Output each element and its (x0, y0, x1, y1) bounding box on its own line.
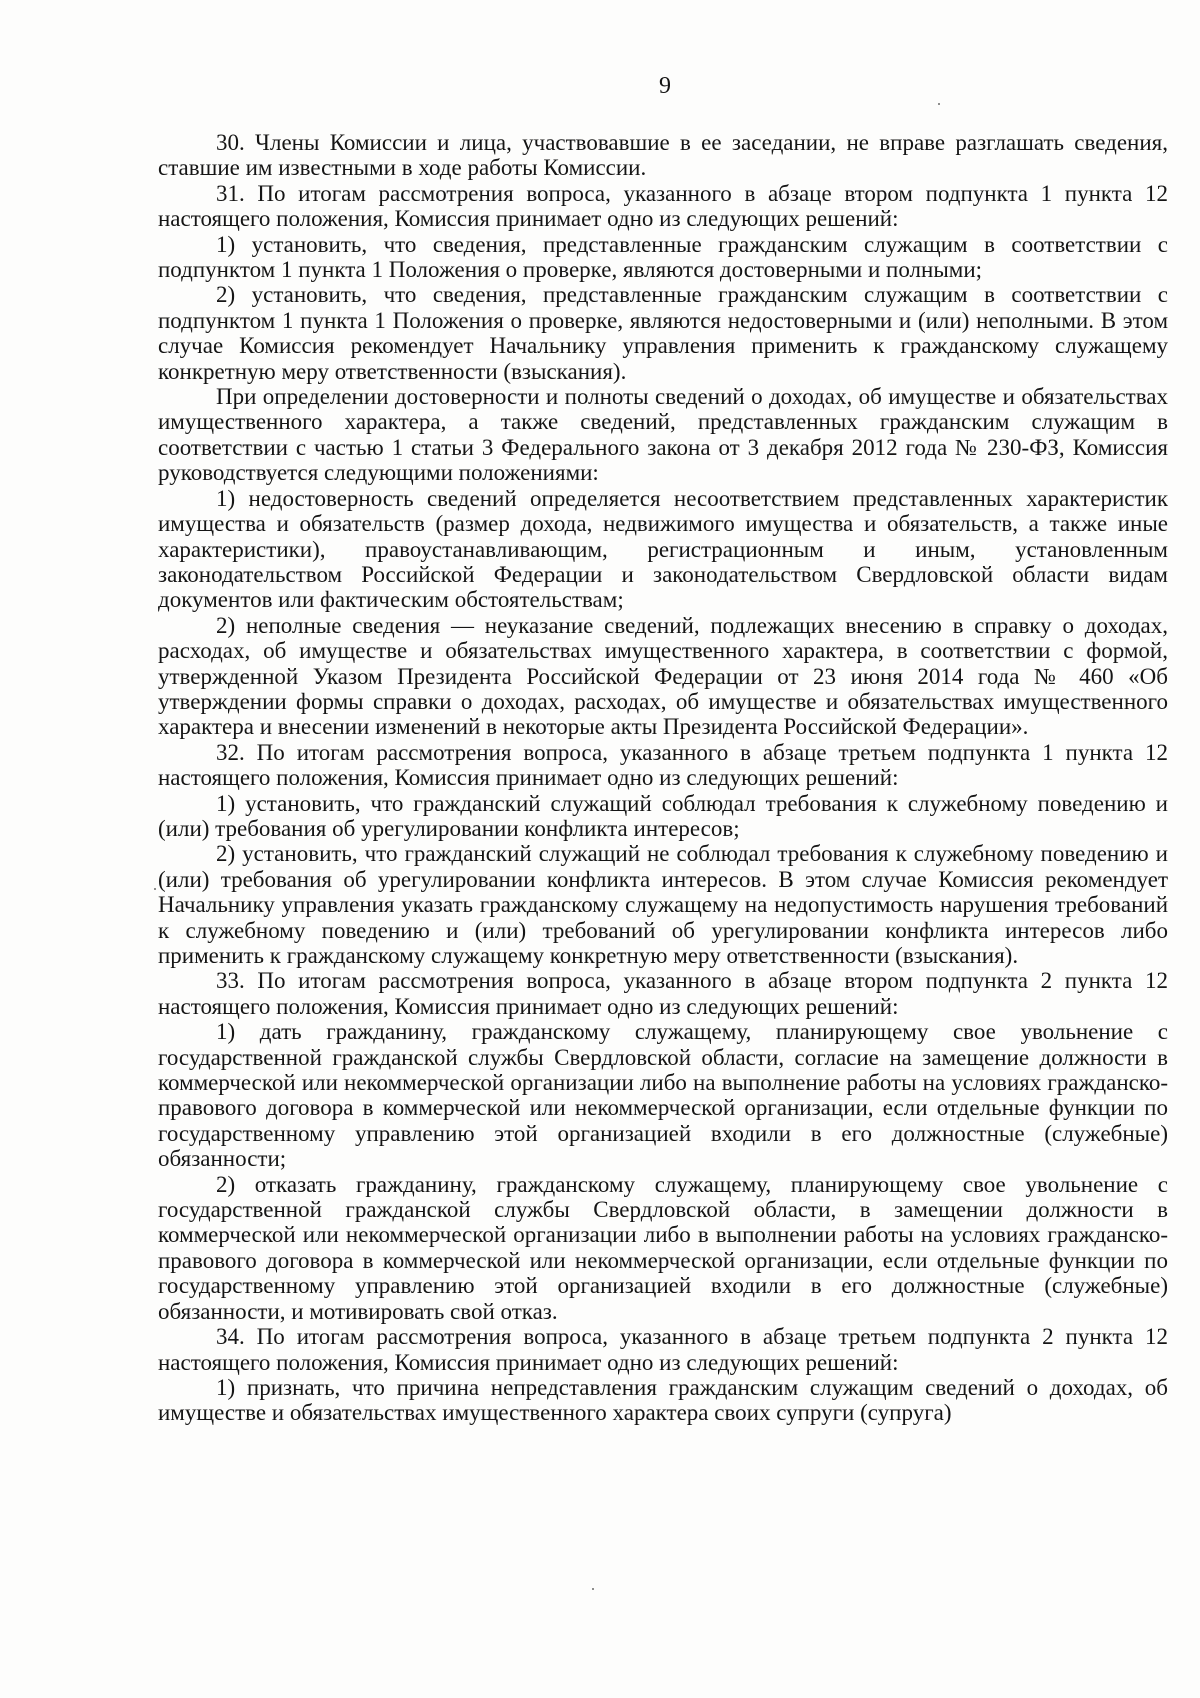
scan-speck (592, 1588, 594, 1590)
scan-speck (154, 888, 156, 890)
document-body (158, 130, 1168, 1426)
paragraph-31-definition-item-1: 1) недостоверность сведений определяется несоответствием представленных характеристик имущества и обязательств (размер дохода, недвижимого имущества и обязательств, а также иные характеристики), правоустанавливающим, регистрационным и иным, установленным законодательством Российской Федерации и законодательством Свердловской области видам документов или фактическим обстоятельствам; (158, 485, 1168, 613)
paragraph-31-item-2: 2) установить, что сведения, представленные гражданским служащим в соответствии с подпунктом 1 пункта 1 Положения о проверке, являются недостоверными и (или) неполными. В этом случае Комиссия рекомендует Начальнику управления применить к гражданскому служащему конкретную меру ответственности (взыскания). (158, 282, 1168, 384)
paragraph-32-item-1: 1) установить, что гражданский служащий соблюдал требования к служебному поведению и (или) требования об урегулировании конфликта интересов; (158, 790, 1168, 841)
page-number: 9 (659, 73, 671, 99)
paragraph-33-item-1: 1) дать гражданину, гражданскому служащему, планирующему свое увольнение с государственной гражданской службы Свердловской области, согласие на замещение должности в коммерческой или некоммерческой организации либо на выполнение работы на условиях гражданско-правового договора в коммерческой или некоммерческой организации, если отдельные функции по государственному управлению этой организацией входили в его должностные (служебные) обязанности; (158, 1019, 1168, 1172)
paragraph-34: 34. По итогам рассмотрения вопроса, указанного в абзаце третьем подпункта 2 пункта 12 настоящего положения, Комиссия принимает одно из следующих решений: (158, 1324, 1168, 1375)
paragraph-33-item-2: 2) отказать гражданину, гражданскому служащему, планирующему свое увольнение с государственной гражданской службы Свердловской области, в замещении должности в коммерческой или некоммерческой организации либо в выполнении работы на условиях гражданско-правового договора в коммерческой или некоммерческой организации, если отдельные функции по государственному управлению этой организацией входили в его должностные (служебные) обязанности, и мотивировать свой отказ. (158, 1171, 1168, 1324)
paragraph-32: 32. По итогам рассмотрения вопроса, указанного в абзаце третьем подпункта 1 пункта 12 настоящего положения, Комиссия принимает одно из следующих решений: (158, 739, 1168, 791)
paragraph-31: 31. По итогам рассмотрения вопроса, указанного в абзаце втором подпункта 1 пункта 12 настоящего положения, Комиссия принимает одно из следующих решений: (158, 180, 1168, 232)
paragraph-32-item-2: 2) установить, что гражданский служащий не соблюдал требования к служебному поведению и (или) требования об урегулировании конфликта интересов. В этом случае Комиссия рекомендует Начальнику управления указать гражданскому служащему на недопустимость нарушения требований к служебному поведению и (или) требований об урегулировании конфликта интересов либо применить к гражданскому служащему конкретную меру ответственности (взыскания). (158, 841, 1168, 968)
paragraph-34-item-1: 1) признать, что причина непредставления гражданским служащим сведений о доходах, об имуществе и обязательствах имущественного характера своих супруги (супруга) (158, 1374, 1168, 1426)
paragraph-31-definition-item-2: 2) неполные сведения — неуказание сведений, подлежащих внесению в справку о доходах, расходах, об имуществе и обязательствах имущественного характера, в соответствии с формой, утвержденной Указом Президента Российской Федерации от 23 июня 2014 года № 460 «Об утверждении формы справки о доходах, расходах, об имуществе и обязательствах имущественного характера и внесении изменений в некоторые акты Президента Российской Федерации». (158, 612, 1168, 740)
scan-speck (938, 103, 940, 105)
paragraph-31-item-1: 1) установить, что сведения, представленные гражданским служащим в соответствии с подпунктом 1 пункта 1 Положения о проверке, являются достоверными и полными; (158, 231, 1168, 283)
paragraph-33: 33. По итогам рассмотрения вопроса, указанного в абзаце втором подпункта 2 пункта 12 настоящего положения, Комиссия принимает одно из следующих решений: (158, 968, 1168, 1019)
paragraph-31-definition: При определении достоверности и полноты сведений о доходах, об имуществе и обязательствах имущественного характера, а также сведений, представленных гражданским служащим в соответствии с частью 1 статьи 3 Федерального закона от 3 декабря 2012 года № 230-ФЗ, Комиссия руководствуется следующими положениями: (158, 384, 1168, 486)
paragraph-30: 30. Члены Комиссии и лица, участвовавшие в ее заседании, не вправе разглашать сведения, ставшие им известными в ходе работы Комиссии. (158, 130, 1168, 181)
